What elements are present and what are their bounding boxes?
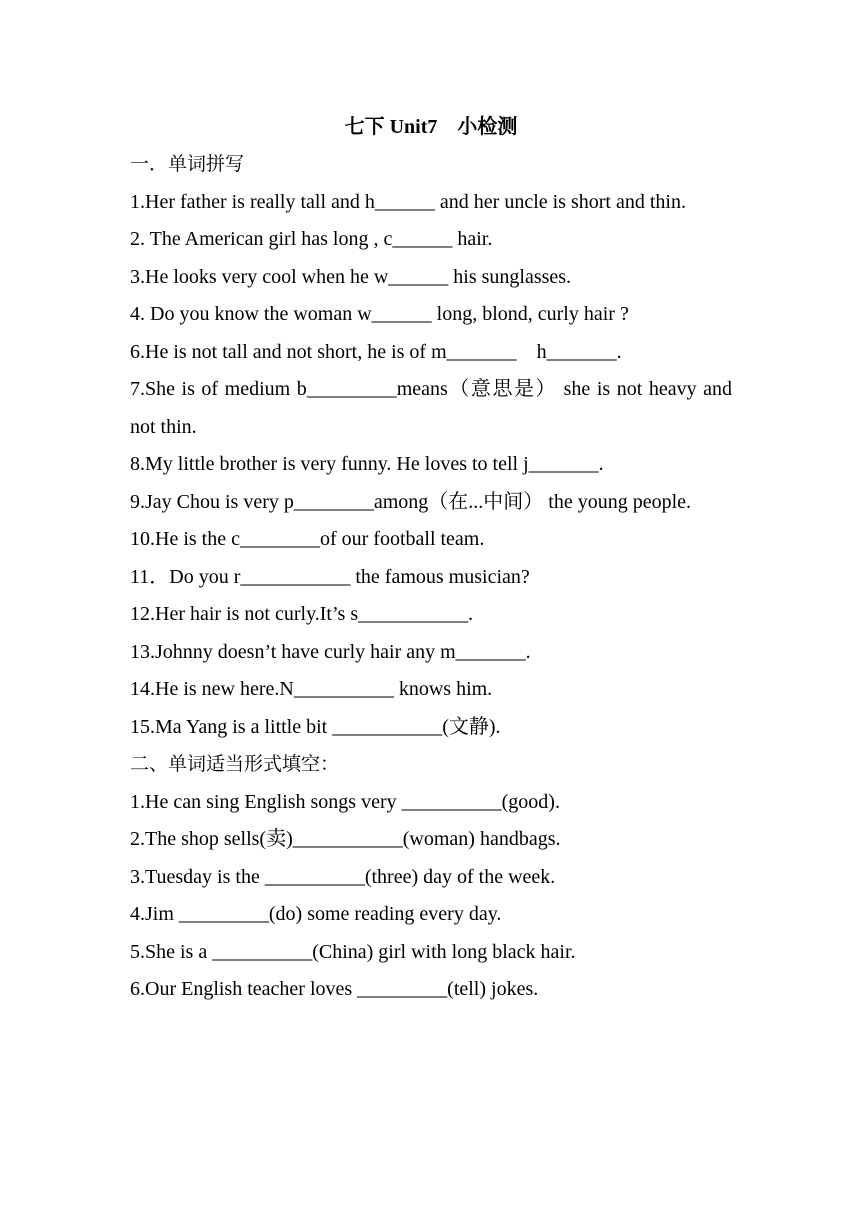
- spelling-item-13: 13.Johnny doesn’t have curly hair any m_______.: [130, 640, 531, 663]
- word-form-item-3: 3.Tuesday is the __________(three) day of the week.: [130, 865, 556, 888]
- spelling-item-10: 10.He is the c________of our football team.: [130, 528, 485, 550]
- section-heading-spelling: 一．单词拼写: [130, 153, 245, 175]
- worksheet-title: 七下 Unit7 小检测: [344, 116, 518, 138]
- word-form-item-5: 5.She is a __________(China) girl with long black hair.: [130, 940, 576, 963]
- word-form-item-4: 4.Jim _________(do) some reading every day.: [130, 903, 502, 925]
- worksheet-page: [130, 108, 732, 1009]
- spelling-item-9: 9.Jay Chou is very p________among（在...中间） the young people.: [130, 490, 692, 513]
- spelling-item-8: 8.My little brother is very funny. He loves to tell j_______.: [130, 453, 604, 475]
- spelling-item-7: 7.She is of medium b_________means（意思是） she is not heavy and not thin.: [130, 378, 732, 438]
- word-form-item-1: 1.He can sing English songs very __________(good).: [130, 790, 560, 813]
- section-heading-word-forms: 二、单词适当形式填空：: [130, 753, 340, 775]
- spelling-item-2: 2. The American girl has long , c______ hair.: [130, 228, 493, 250]
- word-form-item-2: 2.The shop sells(卖)___________(woman) handbags.: [130, 828, 561, 850]
- spelling-item-14: 14.He is new here.N__________ knows him.: [130, 678, 493, 700]
- spelling-item-1: 1.Her father is really tall and h______ and her uncle is short and thin.: [130, 190, 686, 213]
- spelling-item-6: 6.He is not tall and not short, he is of m_______ h_______.: [130, 340, 622, 363]
- spelling-item-12: 12.Her hair is not curly.It’s s___________.: [130, 603, 474, 625]
- word-form-item-6: 6.Our English teacher loves _________(tell) jokes.: [130, 978, 539, 1000]
- spelling-item-4: 4. Do you know the woman w______ long, blond, curly hair ?: [130, 303, 629, 325]
- spelling-item-15: 15.Ma Yang is a little bit ___________(文静).: [130, 715, 501, 738]
- spelling-item-3: 3.He looks very cool when he w______ his sunglasses.: [130, 265, 572, 288]
- spelling-item-11: 11．Do you r___________ the famous musician?: [130, 565, 530, 588]
